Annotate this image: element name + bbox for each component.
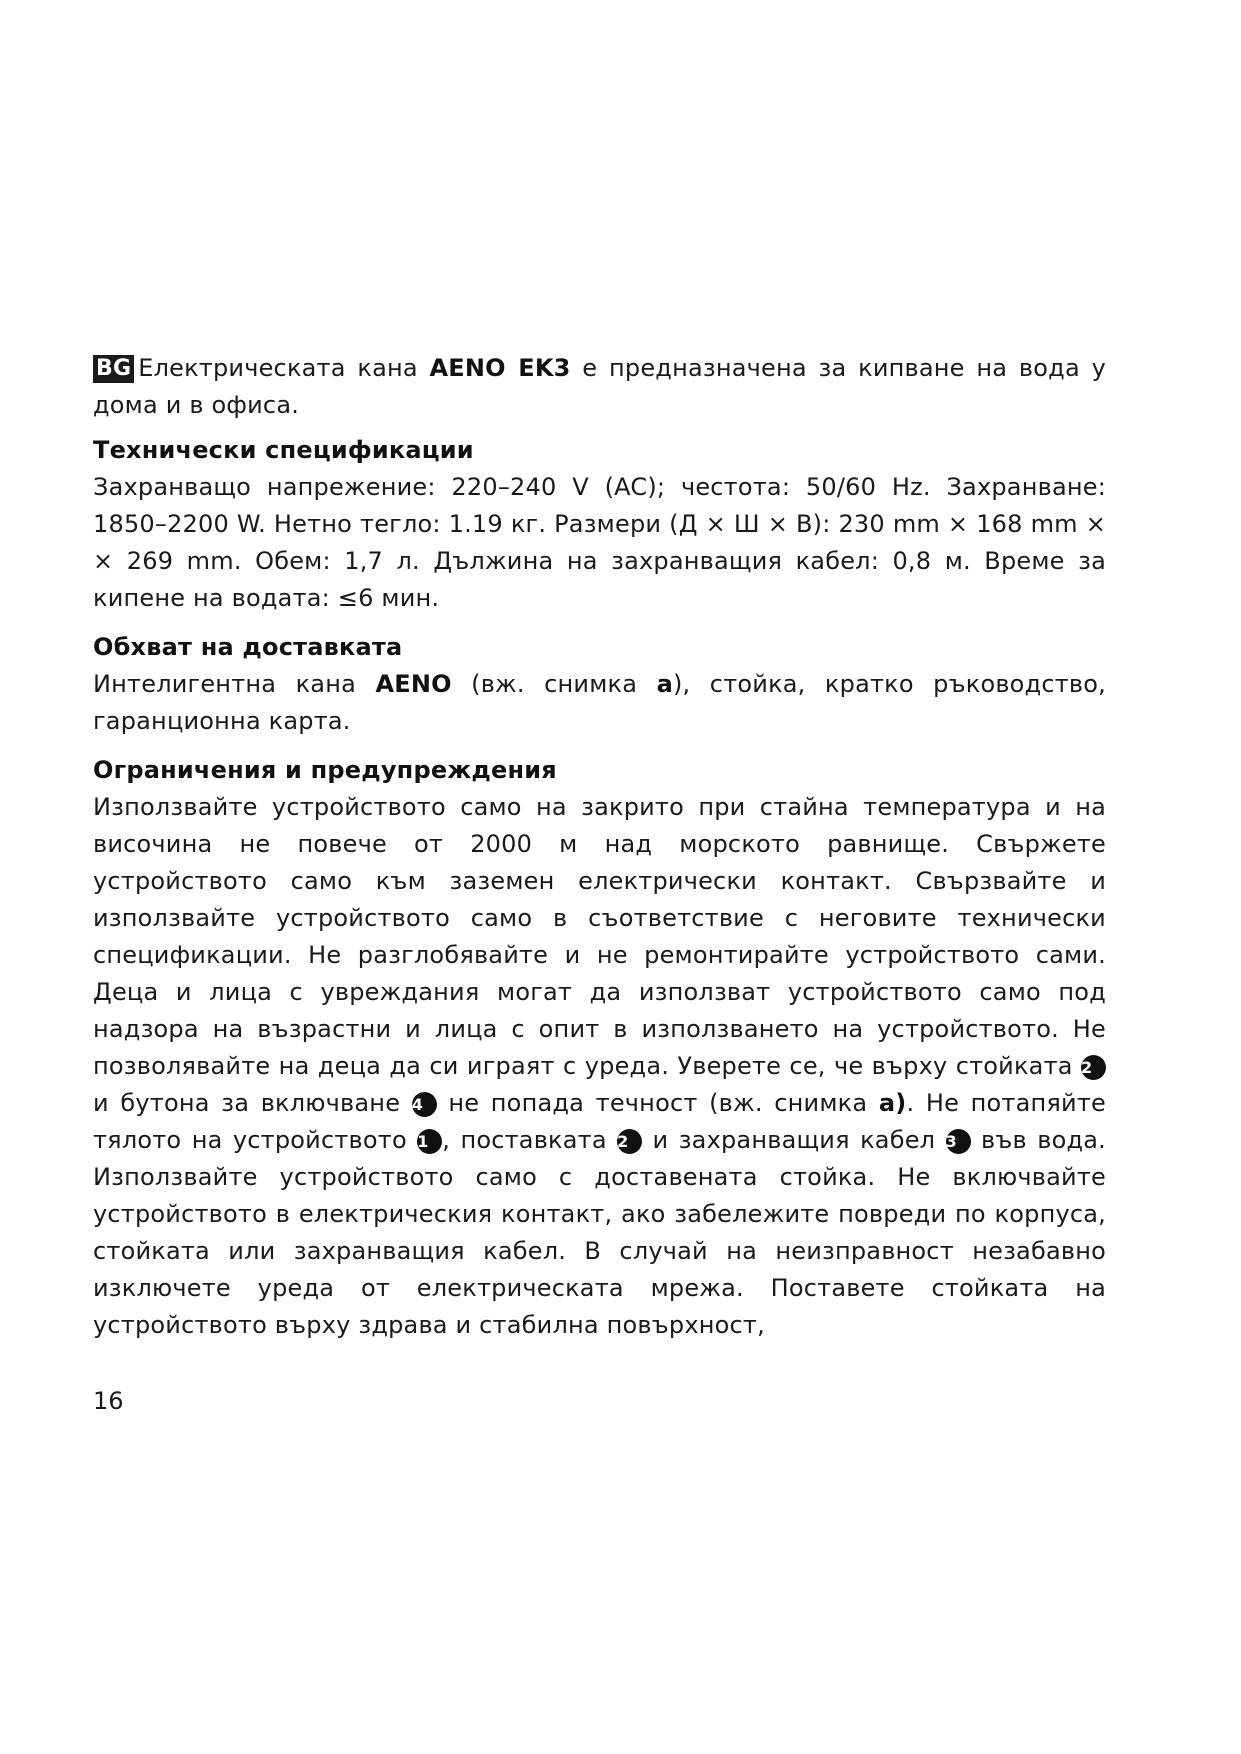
language-badge: BG bbox=[93, 355, 134, 383]
warnings-section bbox=[93, 752, 1106, 1344]
intro-text-before: Електрическата кана bbox=[138, 354, 430, 382]
intro-text-after: е предназначена за кипване на вода у дома и в офиса. bbox=[93, 354, 1106, 419]
delivery-text-2: (вж. снимка bbox=[451, 670, 657, 698]
warnings-figure-ref: a) bbox=[878, 1089, 907, 1117]
warnings-text-7: във вода. Използвайте устройството само с доставената стойка. Не включвайте устройството в електрическия контакт, ако забележите повреди по корпуса, стойката или захранващия кабел. В случай на неизправност незабавно изключете уреда от електрическата мрежа. Поставете стойката на устройството върху здрава и стабилна повърхност, bbox=[93, 1126, 1106, 1339]
delivery-text bbox=[93, 666, 1106, 740]
specs-text: Захранващо напрежение: 220–240 V (AC); честота: 50/60 Hz. Захранване: 1850–2200 W. Нетно тегло: 1.19 кг. Размери (Д × Ш × В): 230 mm × 168 mm × × 269 mm. Обем: 1,7 л. Дължина на захранващия кабел: 0,8 м. Време за кипене на водата: ≤6 мин. bbox=[93, 473, 1106, 612]
intro-paragraph bbox=[93, 350, 1106, 424]
product-name: AENO EK3 bbox=[429, 354, 571, 382]
warnings-heading: Ограничения и предупреждения bbox=[93, 756, 557, 784]
body-number-marker: 1 bbox=[417, 1129, 442, 1154]
delivery-text-3: ), стойка, кратко ръководство, гаранционна карта. bbox=[93, 670, 1106, 735]
delivery-figure-ref: a bbox=[656, 670, 673, 698]
base-number-marker: 2 bbox=[617, 1129, 642, 1154]
specs-section bbox=[93, 432, 1106, 617]
warnings-text-3: не попада течност (вж. снимка bbox=[436, 1089, 879, 1117]
specs-heading: Технически спецификации bbox=[93, 436, 474, 464]
cable-number-marker: 3 bbox=[946, 1129, 971, 1154]
page-content bbox=[93, 350, 1106, 1356]
delivery-text-1: Интелигентна кана bbox=[93, 670, 376, 698]
warnings-text-4: . Не потапяйте тялото на устройството bbox=[93, 1089, 1106, 1154]
power-button-number-marker: 4 bbox=[412, 1092, 437, 1117]
warnings-text bbox=[93, 789, 1106, 1344]
warnings-text-2: и бутона за включване bbox=[93, 1089, 412, 1117]
delivery-section bbox=[93, 629, 1106, 740]
stand-number-marker: 2 bbox=[1081, 1055, 1106, 1080]
delivery-brand: AENO bbox=[375, 670, 452, 698]
delivery-heading: Обхват на доставката bbox=[93, 633, 403, 661]
warnings-text-6: и захранващия кабел bbox=[642, 1126, 946, 1154]
warnings-text-1: Използвайте устройството само на закрито при стайна температура и на височина не повече от 2000 м над морското равнище. Свържете устройството само към заземен електрически контакт. Свързвайте и използвайте устройството само в съответствие с неговите технически спецификации. Не разглобявайте и не ремонтирайте устройството сами. Деца и лица с увреждания могат да използват устройството само под надзора на възрастни и лица с опит в използването на устройството. Не позволявайте на деца да си играят с уреда. Уверете се, че върху стойката bbox=[93, 793, 1106, 1080]
warnings-text-5: , поставката bbox=[442, 1126, 618, 1154]
page-number: 16 bbox=[93, 1387, 124, 1415]
